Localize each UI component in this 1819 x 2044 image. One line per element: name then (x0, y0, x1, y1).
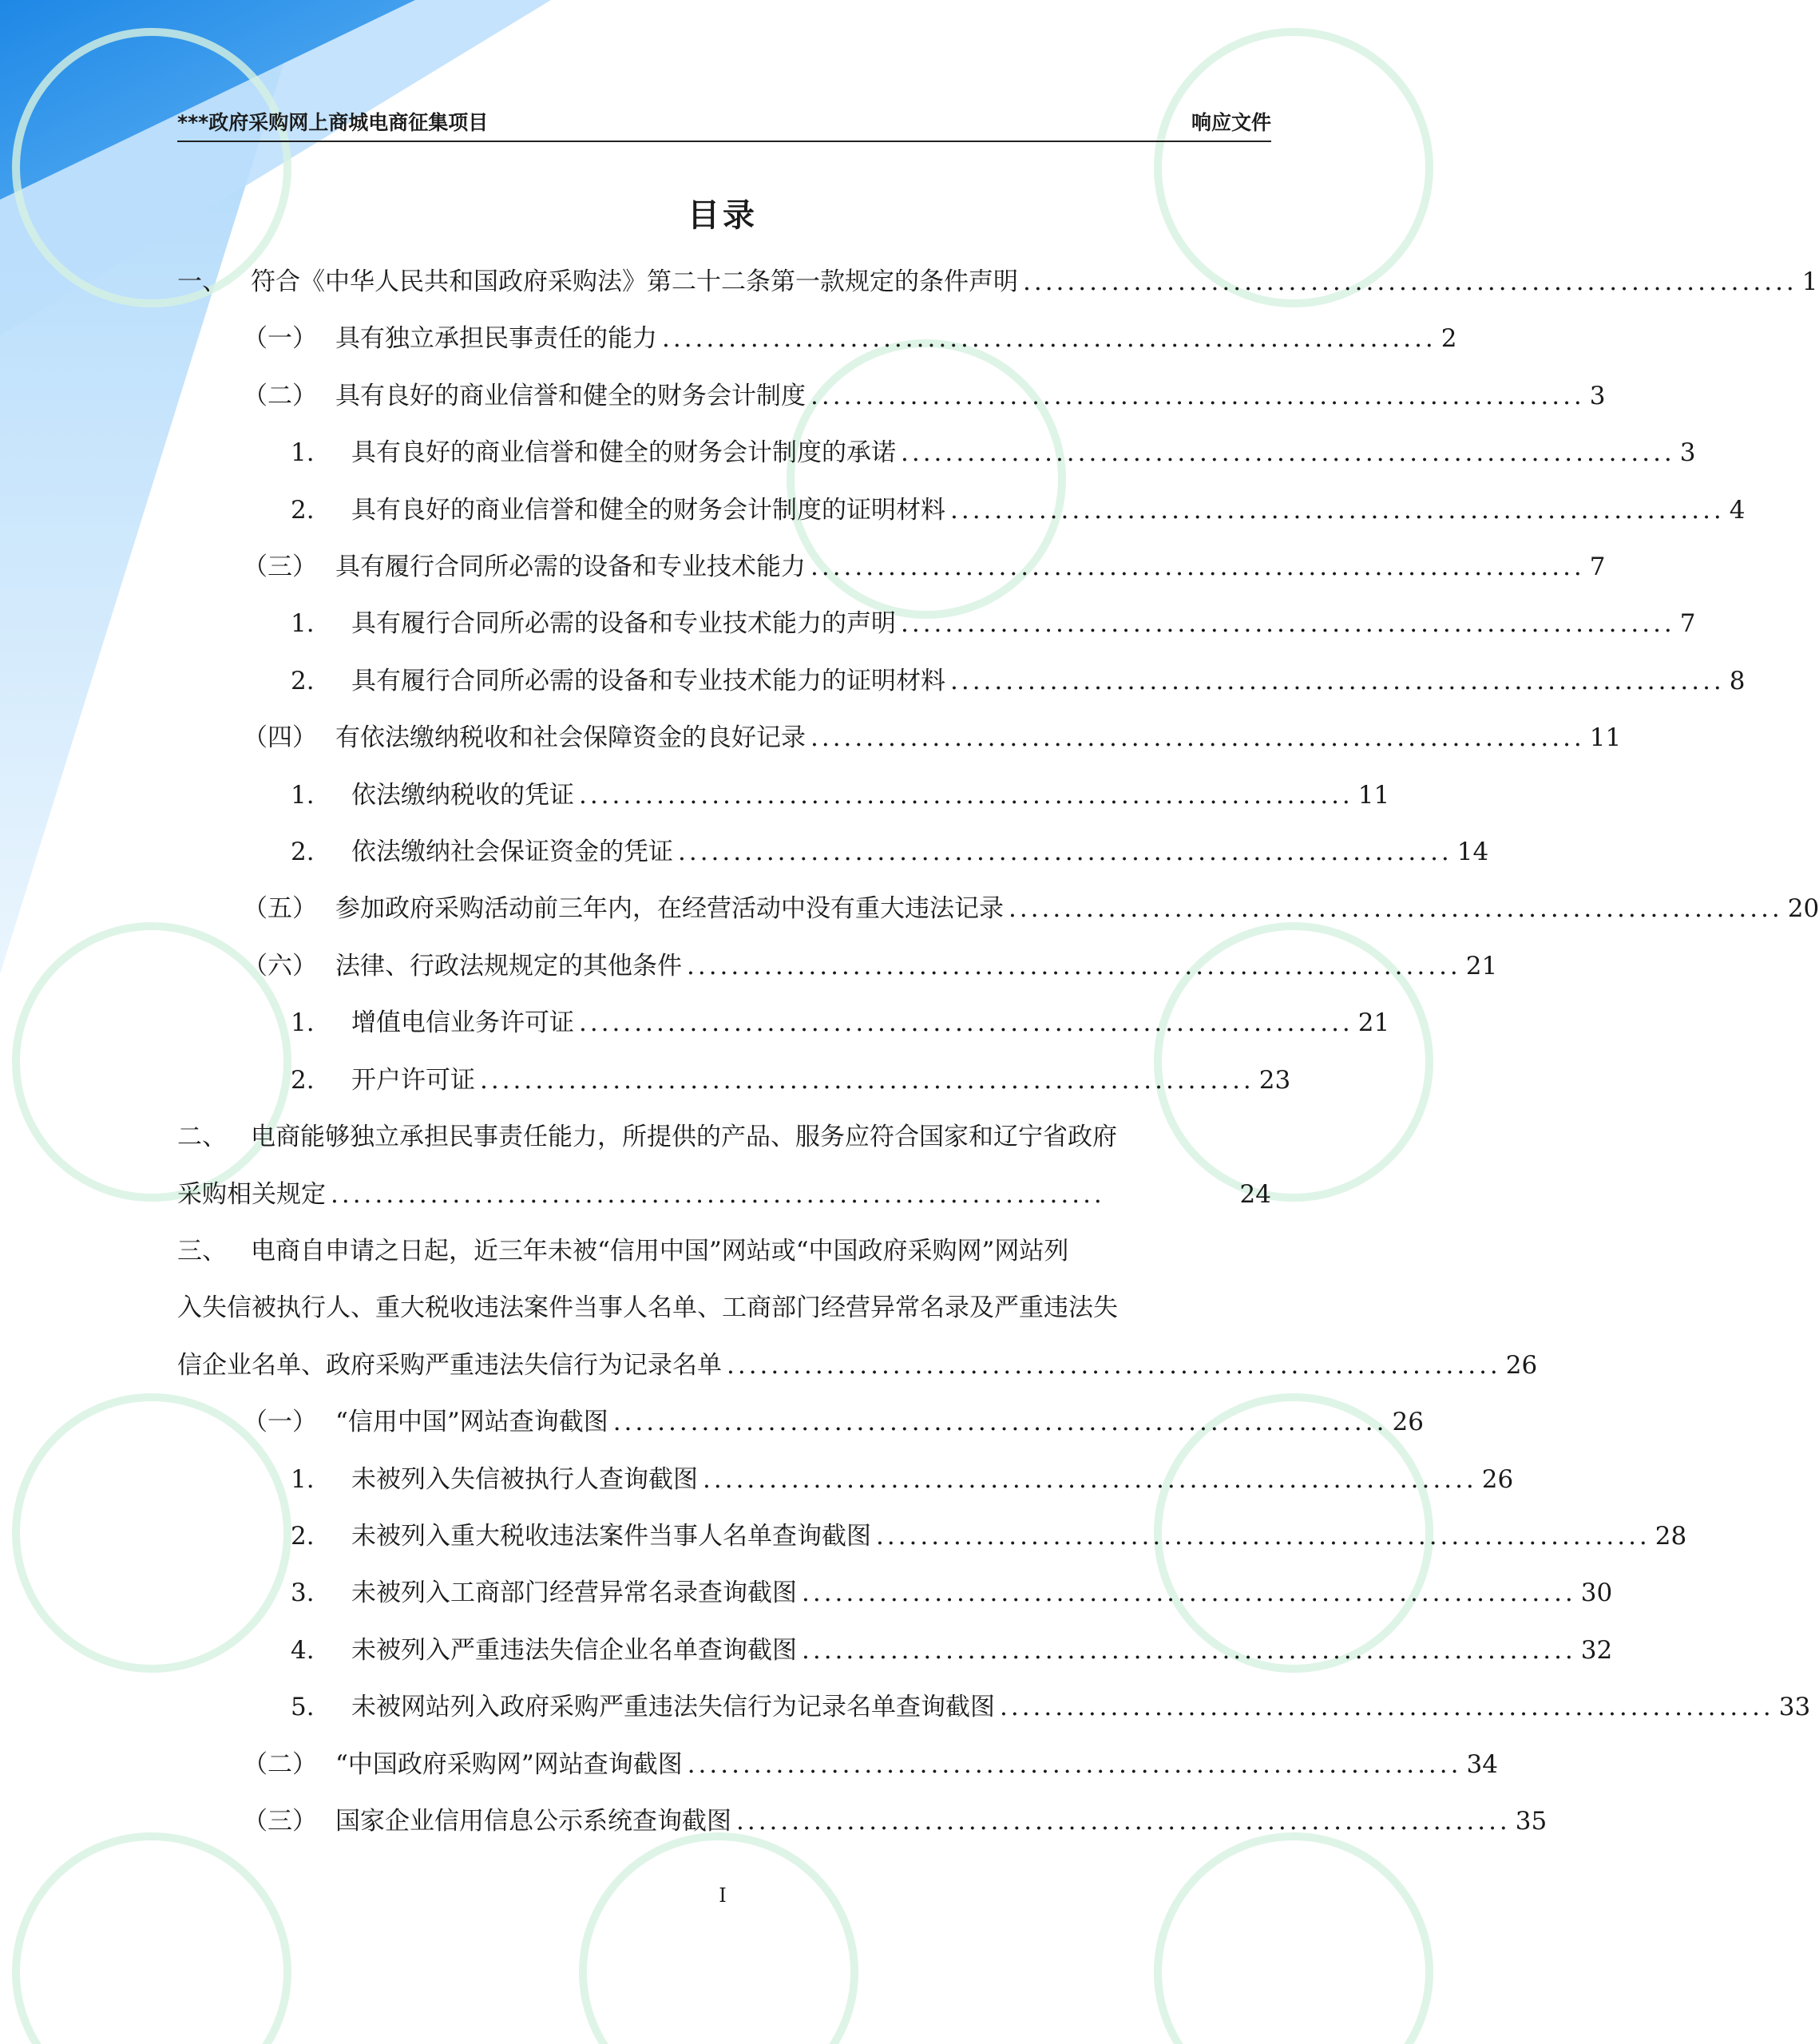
toc-entry-page: 26 (1481, 1464, 1514, 1494)
toc-entry-page: 23 (1258, 1065, 1291, 1095)
toc-entry-page: 21 (1357, 1008, 1390, 1038)
toc-entry-page: 20 (1787, 894, 1819, 924)
toc-entry[interactable] (177, 710, 1622, 766)
toc-entry-number: 1. (291, 609, 315, 639)
toc-entry[interactable] (177, 995, 1390, 1052)
toc-entry-page: 7 (1589, 553, 1606, 582)
toc-entry-page: 3 (1589, 381, 1606, 410)
toc-entry-title: 具有履行合同所必需的设备和专业技术能力的证明材料 (351, 666, 945, 695)
toc-entry-number: （三） (243, 1806, 317, 1836)
toc-entry-number: （五） (243, 894, 317, 924)
toc-leader-dots: ...................................................................... (612, 1408, 1388, 1437)
page-number: I (719, 1884, 727, 1907)
toc-leader-dots: ...................................................................... (687, 951, 1461, 980)
toc-entry-page: 24 (1239, 1179, 1271, 1209)
toc-leader-dots: ...................................................................... (331, 1179, 1105, 1209)
toc-entry[interactable] (177, 881, 1819, 937)
toc-entry-page: 28 (1655, 1521, 1687, 1551)
header-doc-type: 响应文件 (1191, 111, 1271, 134)
toc-entry-number: 3. (291, 1579, 315, 1608)
toc-entry-title: 具有履行合同所必需的设备和专业技术能力的声明 (351, 609, 896, 639)
toc-entry[interactable] (177, 539, 1606, 596)
toc-leader-dots: ...................................................................... (579, 1008, 1353, 1038)
toc-entry-title: 参加政府采购活动前三年内，在经营活动中没有重大违法记录 (335, 894, 1004, 924)
toc-entry-title: 未被网站列入政府采购严重违法失信行为记录名单查询截图 (351, 1693, 995, 1722)
toc-entry-multiline[interactable] (177, 1223, 1538, 1394)
toc-entry-number: 2. (291, 1065, 315, 1095)
toc-entry-number: 1. (291, 1008, 315, 1038)
toc-entry-title: 未被列入重大税收违法案件当事人名单查询截图 (351, 1521, 871, 1551)
toc-entry[interactable] (177, 254, 1818, 311)
toc-entry-number: （六） (243, 951, 317, 980)
toc-entry-title: 依法缴纳社会保证资金的凭证 (351, 838, 673, 867)
toc-leader-dots: ...................................................................... (810, 553, 1585, 582)
toc-entry-page: 34 (1466, 1749, 1498, 1779)
toc-entry-page: 32 (1580, 1635, 1613, 1665)
toc-entry[interactable] (177, 425, 1696, 481)
toc-entry-number: 2. (291, 838, 315, 867)
toc-entry-number: 1. (291, 438, 315, 468)
toc-entry-page: 21 (1465, 951, 1498, 980)
toc-entry-number: 2. (291, 1521, 315, 1551)
toc-entry-page: 3 (1679, 438, 1696, 468)
toc-entry-title-line: 采购相关规定 (177, 1179, 326, 1209)
toc-leader-dots: ...................................................................... (579, 780, 1353, 810)
toc-leader-dots: ...................................................................... (950, 666, 1725, 695)
toc-entry-title-line: 电商自申请之日起，近三年未被“信用中国”网站或“中国政府采购网”网站列 (251, 1236, 1069, 1266)
toc-entry-page: 35 (1515, 1806, 1548, 1836)
toc-entry-number: 二、 (177, 1123, 227, 1152)
toc-entry-page: 4 (1729, 495, 1746, 525)
toc-entry-title: 依法缴纳税收的凭证 (351, 780, 574, 810)
toc-entry-page: 33 (1778, 1693, 1811, 1722)
toc-entry-page: 2 (1441, 324, 1457, 354)
toc-entry[interactable] (177, 938, 1498, 995)
toc-leader-dots: ...................................................................... (678, 838, 1452, 867)
toc-leader-dots: ...................................................................... (1009, 894, 1783, 924)
toc-entry-number: 一、 (177, 267, 227, 296)
toc-entry-number: （二） (243, 1749, 317, 1779)
toc-leader-dots: ...................................................................... (1000, 1693, 1774, 1722)
toc-entry-number: 1. (291, 780, 315, 810)
toc-leader-dots: ...................................................................... (901, 609, 1675, 639)
toc-entry-title: 具有良好的商业信誉和健全的财务会计制度 (335, 381, 806, 410)
toc-entry-multiline[interactable] (177, 1109, 1271, 1223)
toc-entry[interactable] (177, 824, 1489, 881)
toc-entry-title: 国家企业信用信息公示系统查询截图 (335, 1806, 731, 1836)
toc-entry[interactable] (177, 1565, 1613, 1622)
toc-entry-number: 4. (291, 1635, 315, 1665)
toc-entry-title: 具有履行合同所必需的设备和专业技术能力 (335, 553, 806, 582)
toc-entry[interactable] (177, 1452, 1514, 1508)
toc-leader-dots: ...................................................................... (802, 1579, 1576, 1608)
toc-leader-dots: ...................................................................... (727, 1350, 1501, 1380)
toc-entry-page: 11 (1357, 780, 1390, 810)
toc-entry-title: 未被列入严重违法失信企业名单查询截图 (351, 1635, 797, 1665)
toc-entry-title-line: 电商能够独立承担民事责任能力，所提供的产品、服务应符合国家和辽宁省政府 (251, 1123, 1117, 1152)
toc-entry[interactable] (177, 653, 1746, 710)
toc-leader-dots: ...................................................................... (876, 1521, 1651, 1551)
toc-entry-title: 具有良好的商业信誉和健全的财务会计制度的承诺 (351, 438, 896, 468)
toc-entry-title: 开户许可证 (351, 1065, 475, 1095)
toc-entry[interactable] (177, 1737, 1498, 1793)
toc-entry-title: 具有独立承担民事责任的能力 (335, 324, 657, 354)
toc-entry-number: （一） (243, 1408, 317, 1437)
toc-entry-page: 1 (1801, 267, 1818, 296)
toc-leader-dots: ...................................................................... (901, 438, 1675, 468)
toc-entry-title-line: 信企业名单、政府采购严重违法失信行为记录名单 (177, 1350, 722, 1380)
toc-entry[interactable] (177, 368, 1606, 425)
toc-leader-dots: ...................................................................... (950, 495, 1725, 525)
toc-entry-number: （二） (243, 381, 317, 410)
toc-entry[interactable] (177, 482, 1746, 539)
toc-leader-dots: ...................................................................... (480, 1065, 1254, 1095)
toc-entry-title: “中国政府采购网”网站查询截图 (335, 1749, 683, 1779)
toc-title: 目录 (688, 197, 758, 234)
toc-leader-dots: ...................................................................... (703, 1464, 1477, 1494)
toc-entry-page: 14 (1456, 838, 1489, 867)
page-header (177, 104, 1271, 142)
toc-entry[interactable] (177, 311, 1457, 367)
toc-leader-dots: ...................................................................... (1023, 267, 1797, 296)
toc-entry-page: 11 (1589, 723, 1622, 753)
toc-entry-page: 7 (1679, 609, 1696, 639)
toc-entry-number: 1. (291, 1464, 315, 1494)
toc-entry-title: 法律、行政法规规定的其他条件 (335, 951, 682, 980)
toc-entry-number: 2. (291, 495, 315, 525)
toc-entry-title: 未被列入工商部门经营异常名录查询截图 (351, 1579, 797, 1608)
toc-entry[interactable] (177, 767, 1390, 824)
toc-entry-page: 26 (1392, 1408, 1424, 1437)
toc-entry[interactable] (177, 1679, 1811, 1736)
toc-entry-title-line: 入失信被执行人、重大税收违法案件当事人名单、工商部门经营异常名录及严重违法失 (177, 1293, 1118, 1323)
toc-entry[interactable] (177, 1052, 1291, 1109)
table-of-contents (177, 254, 1819, 1850)
toc-leader-dots: ...................................................................... (662, 324, 1437, 354)
toc-entry[interactable] (177, 1508, 1687, 1565)
toc-entry-number: 三、 (177, 1236, 227, 1266)
toc-entry-title: 具有良好的商业信誉和健全的财务会计制度的证明材料 (351, 495, 945, 525)
toc-entry-number: （四） (243, 723, 317, 753)
header-project-name: ***政府采购网上商城电商征集项目 (177, 111, 489, 134)
toc-leader-dots: ...................................................................... (736, 1806, 1511, 1836)
toc-entry-title: 符合《中华人民共和国政府采购法》第二十二条第一款规定的条件声明 (251, 267, 1018, 296)
toc-leader-dots: ...................................................................... (802, 1635, 1576, 1665)
toc-leader-dots: ...................................................................... (810, 381, 1585, 410)
toc-entry[interactable] (177, 1793, 1548, 1850)
toc-entry-title: 未被列入失信被执行人查询截图 (351, 1464, 698, 1494)
toc-entry-title: 增值电信业务许可证 (351, 1008, 574, 1038)
toc-entry[interactable] (177, 1622, 1613, 1679)
toc-entry[interactable] (177, 596, 1696, 652)
toc-entry-number: （一） (243, 324, 317, 354)
toc-leader-dots: ...................................................................... (810, 723, 1585, 753)
toc-entry[interactable] (177, 1394, 1424, 1451)
toc-entry-number: 5. (291, 1693, 315, 1722)
toc-leader-dots: ...................................................................... (687, 1749, 1462, 1779)
toc-entry-title: 有依法缴纳税收和社会保障资金的良好记录 (335, 723, 806, 753)
toc-entry-page: 26 (1505, 1350, 1538, 1380)
toc-entry-page: 30 (1580, 1579, 1613, 1608)
toc-entry-number: 2. (291, 666, 315, 695)
toc-entry-title: “信用中国”网站查询截图 (335, 1408, 608, 1437)
toc-entry-page: 8 (1729, 666, 1746, 695)
toc-entry-number: （三） (243, 553, 317, 582)
